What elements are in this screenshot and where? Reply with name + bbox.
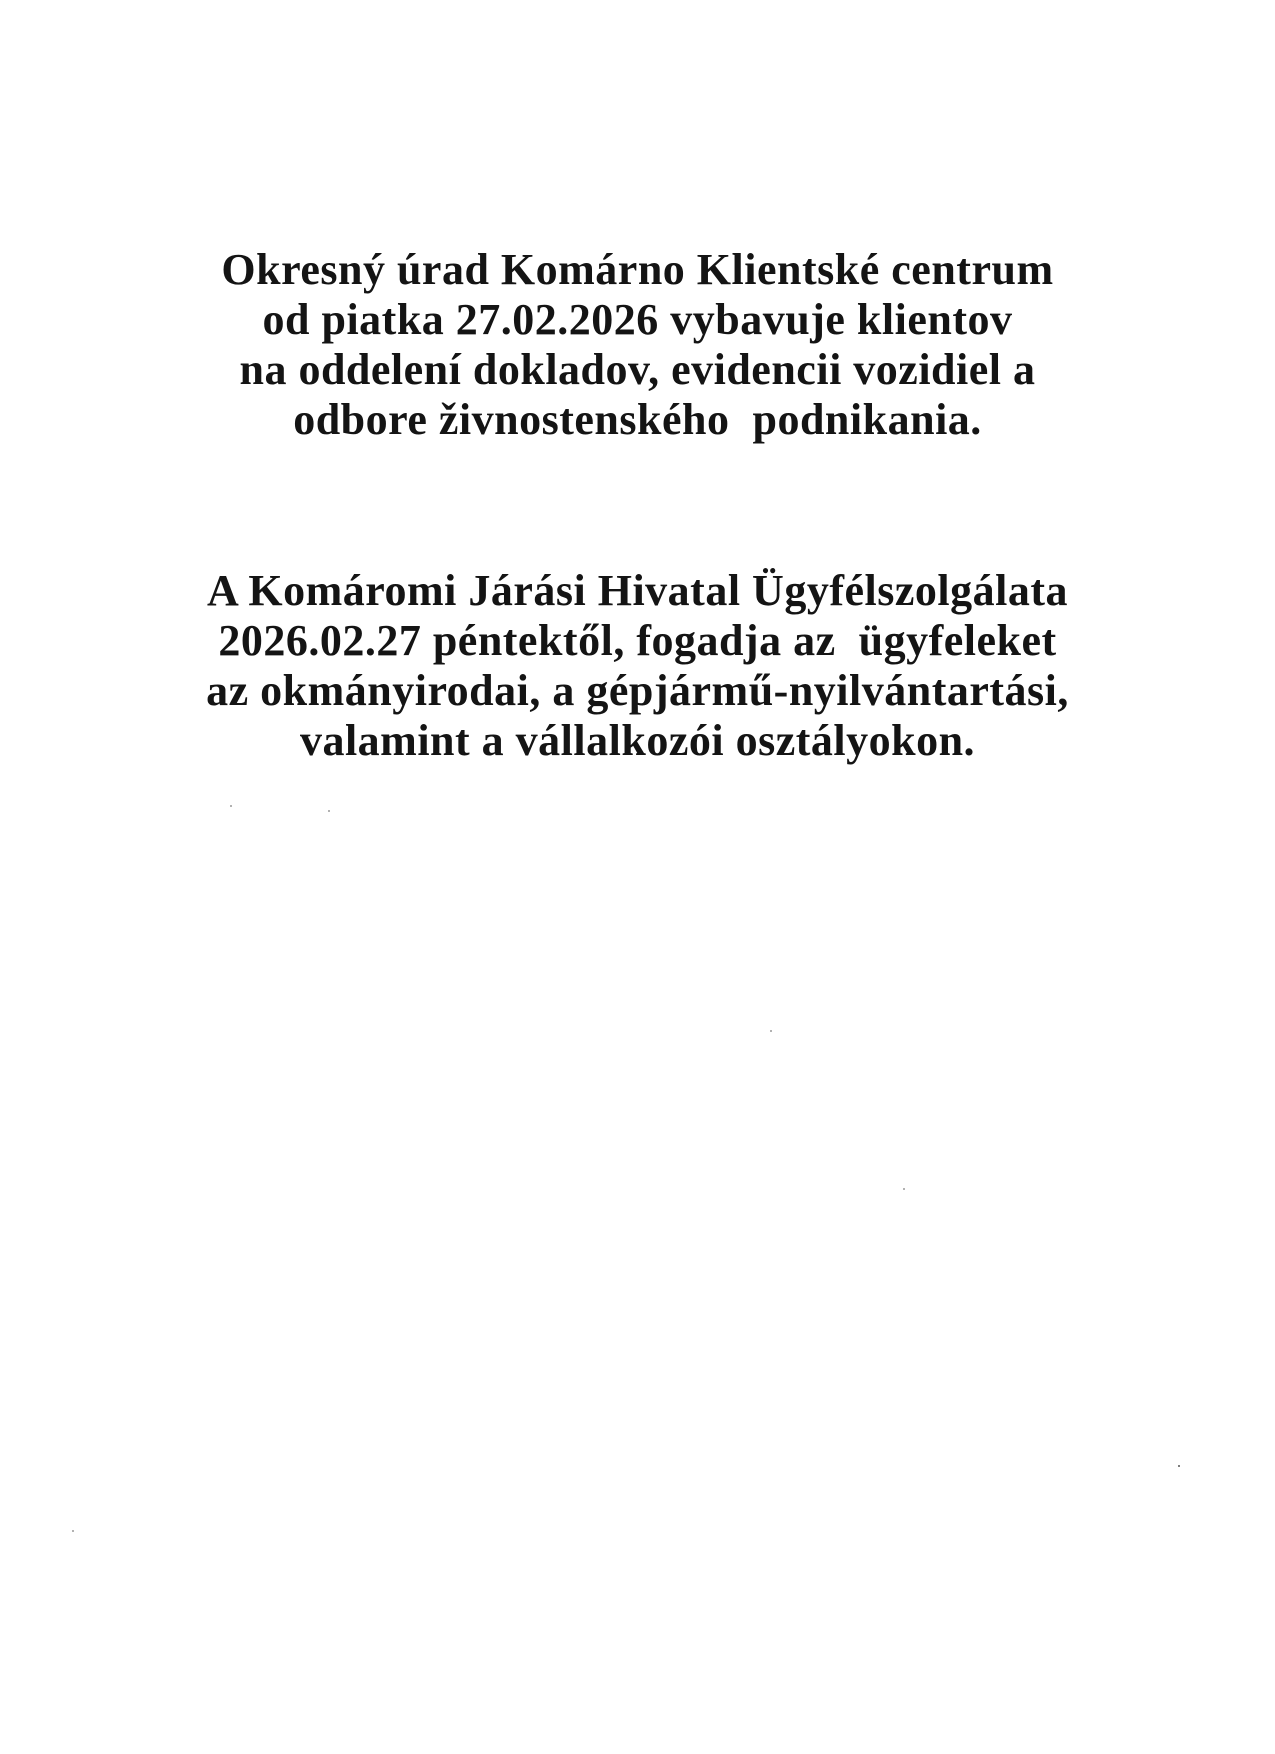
notice-hungarian xyxy=(150,566,1125,766)
notice-slovak xyxy=(150,245,1125,445)
scan-speck xyxy=(72,1530,74,1532)
scan-speck xyxy=(230,805,232,807)
notice-slovak-line-4: odbore živnostenského podnikania. xyxy=(293,395,982,444)
notice-hungarian-line-1: A Komáromi Járási Hivatal Ügyfélszolgálata xyxy=(207,566,1068,615)
scan-speck xyxy=(770,1030,772,1032)
notice-slovak-line-1: Okresný úrad Komárno Klientské centrum xyxy=(221,245,1054,294)
notice-hungarian-line-3: az okmányirodai, a gépjármű-nyilvántartási, xyxy=(206,666,1069,715)
scan-speck xyxy=(903,1188,905,1190)
scan-speck xyxy=(1178,1465,1180,1467)
notice-slovak-line-3: na oddelení dokladov, evidencii vozidiel a xyxy=(239,345,1036,394)
notice-hungarian-line-4: valamint a vállalkozói osztályokon. xyxy=(299,716,976,765)
notice-hungarian-line-2: 2026.02.27 péntektől, fogadja az ügyfeleket xyxy=(218,616,1057,665)
notice-slovak-line-2: od piatka 27.02.2026 vybavuje klientov xyxy=(262,295,1013,344)
scan-speck xyxy=(328,810,330,812)
